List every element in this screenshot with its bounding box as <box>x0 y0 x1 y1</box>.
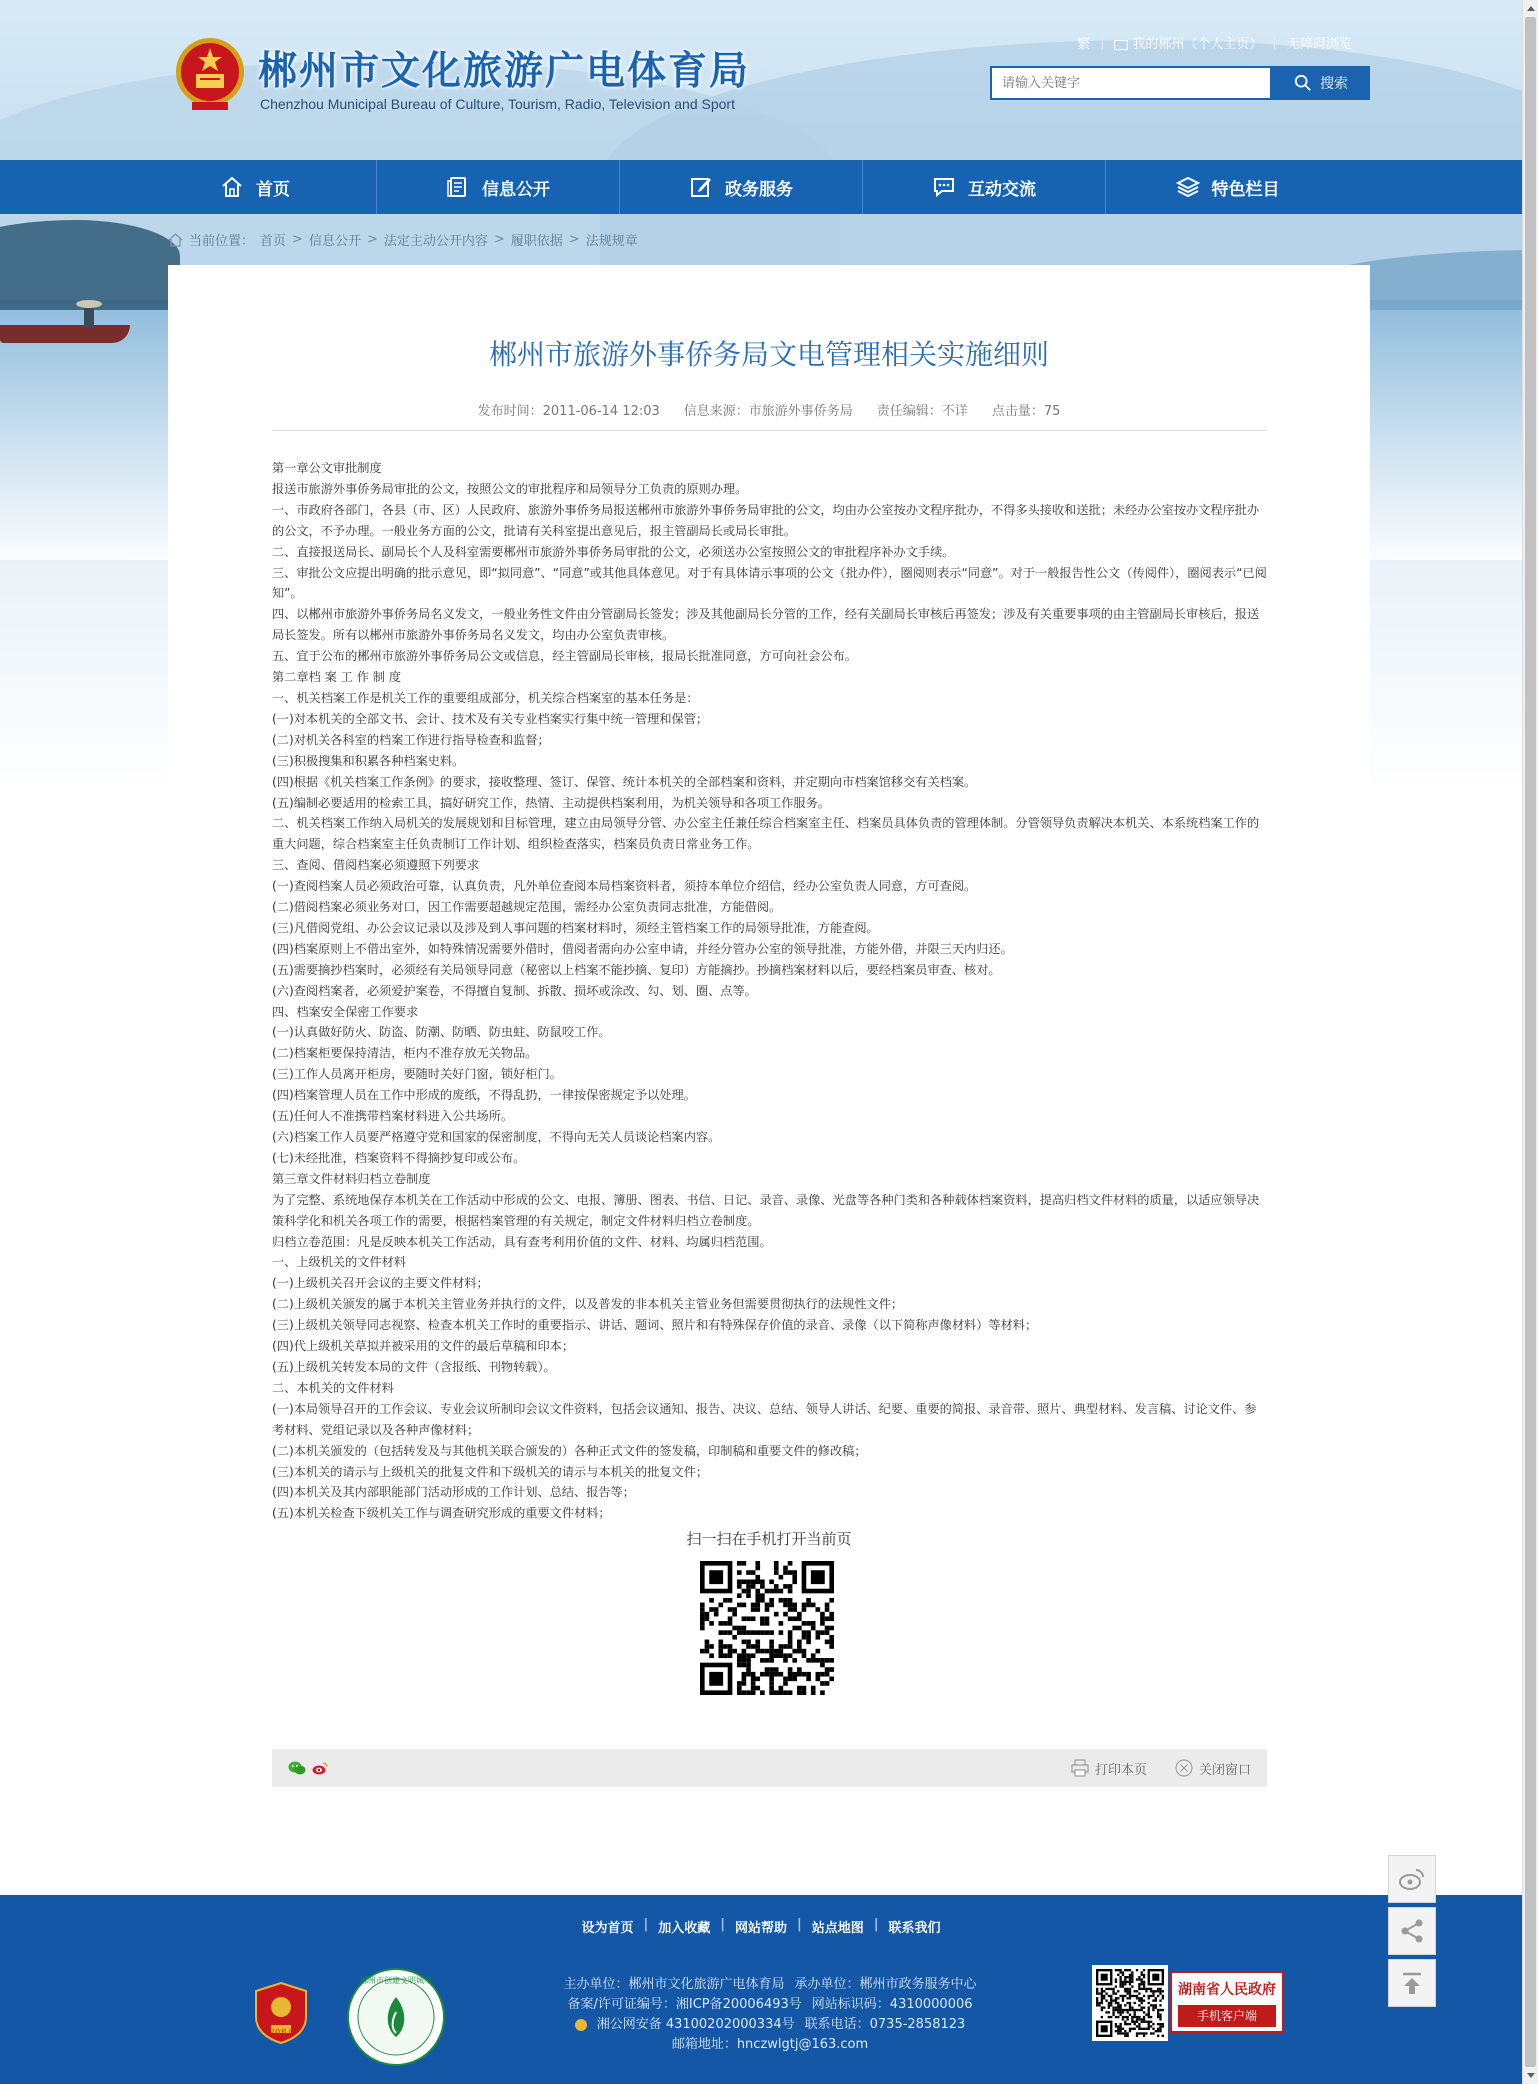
article-paragraph: 归档立卷范围：凡是反映本机关工作活动，具有查考利用价值的文件、材料、均属归档范围。 <box>272 1234 772 1249</box>
article-paragraph: (六)档案工作人员要严格遵守党和国家的保密制度，不得向无关人员谈论档案内容。 <box>272 1130 721 1144</box>
share-bar <box>272 1749 1267 1787</box>
breadcrumb-item[interactable]: 履职依据 <box>510 234 563 249</box>
layers-icon <box>1176 175 1200 199</box>
article-paragraph: (三)积极搜集和积累各种档案史料。 <box>272 753 465 768</box>
top-links: 繁 | 我的郴州（个人主页） | 无障碍浏览 <box>1077 35 1352 52</box>
article-paragraph: (四)本机关及其内部职能部门活动形成的工作计划、总结、报告等； <box>272 1485 635 1500</box>
footer-email: 邮箱地址：hnczwlgtj@163.com <box>671 2037 869 2052</box>
article-paragraph: (二)借阅档案必须业务对口，因工作需要超越规定范围，需经办公室负责同志批准，方能借阅。 <box>272 900 782 915</box>
article-paragraph: (二)对机关各科室的档案工作进行指导检查和监督； <box>272 732 550 747</box>
article-paragraph: (四)档案管理人员在工作中形成的废纸，不得乱扔，一律按保密规定予以处理。 <box>272 1088 696 1103</box>
breadcrumb: 当前位置： 首页 > 信息公开 > 法定主动公开内容 > 履职依据 > 法规规章 <box>168 230 638 249</box>
article-body <box>272 458 1267 1524</box>
footer-site-code: 网站标识码：4310000006 <box>811 1997 973 2012</box>
footer-icp[interactable]: 备案/许可证编号：湘ICP备20006493号 <box>567 1997 802 2012</box>
weibo-icon <box>1398 1865 1426 1893</box>
article-paragraph: (五)任何人不准携带档案材料进入公共场所。 <box>272 1109 514 1124</box>
floating-tools <box>1388 1855 1436 2007</box>
page-qr-code <box>700 1561 834 1695</box>
article-paragraph: (一)上级机关召开会议的主要文件材料； <box>272 1276 489 1291</box>
article-paragraph: (一)查阅档案人员必须政治可靠，认真负责，凡外单位查阅本局档案资料者，须持本单位介绍信，经办公室负责人同意，方可查阅。 <box>272 879 977 894</box>
nav-home[interactable]: 首页 <box>134 160 377 214</box>
scroll-thumb[interactable] <box>1525 17 1536 2067</box>
nav-info-open[interactable]: 信息公开 <box>377 160 620 214</box>
search-input[interactable] <box>992 68 1270 98</box>
footer-link-favorite[interactable]: 加入收藏 <box>658 1921 711 1936</box>
site-header <box>0 0 1522 160</box>
publish-time: 发布时间：2011-06-14 12:03 <box>477 404 660 419</box>
printer-icon <box>1071 1759 1089 1777</box>
search-icon <box>1294 74 1312 92</box>
back-to-top-button[interactable] <box>1388 1959 1436 2007</box>
article-paragraph: (二)本机关颁发的（包括转发及与其他机关联合颁发的）各种正式文件的签发稿，印制稿和重要文件的修改稿； <box>272 1443 867 1458</box>
nav-featured[interactable]: 特色栏目 <box>1106 160 1349 214</box>
footer-undertaker: 承办单位：郴州市政务服务中心 <box>794 1977 977 1992</box>
search-box <box>990 66 1272 100</box>
article-paragraph: 二、本机关的文件材料 <box>272 1380 394 1395</box>
home-icon <box>168 233 183 247</box>
weibo-float-button[interactable] <box>1388 1855 1436 1903</box>
article-paragraph: 第二章档 案 工 作 制 度 <box>272 670 402 685</box>
article-paragraph: (五)上级机关转发本局的文件（含报纸、刊物转载）。 <box>272 1359 556 1374</box>
article-meta <box>168 400 1370 419</box>
footer-police[interactable]: 湘公网安备 43100202000334号 <box>596 2017 795 2032</box>
scroll-up-arrow[interactable] <box>1523 0 1538 17</box>
footer-link-set-home[interactable]: 设为首页 <box>581 1921 634 1936</box>
police-icon <box>575 2019 587 2031</box>
article-paragraph: 为了完整、系统地保存本机关在工作活动中形成的公文、电报、簿册、图表、书信、日记、录音、录像、光盘等各种门类和各种载体档案资料，提高归档文件材料的质量，以适应领导决策科学化和机关各项工作的需要，根据档案管理的有关规定，制定文件材料归档立卷制度。 <box>272 1192 1260 1228</box>
scroll-down-arrow[interactable] <box>1523 2067 1538 2084</box>
document-icon <box>446 175 470 199</box>
article-paragraph: (三)凡借阅党组、办公会议记录以及涉及到人事问题的档案材料时，须经主管档案工作的局领导批准，方能查阅。 <box>272 920 879 935</box>
footer-link-sitemap[interactable]: 站点地图 <box>811 1921 864 1936</box>
national-emblem-icon <box>174 36 246 114</box>
qr-label: 扫一扫在手机打开当前页 <box>686 1530 852 1548</box>
svg-text:郴州市创建文明城市: 郴州市创建文明城市 <box>360 1976 432 1985</box>
article-paragraph: (七)未经批准，档案资料不得摘抄复印或公布。 <box>272 1150 526 1165</box>
monitor-icon <box>1114 40 1128 50</box>
article-paragraph: 四、档案安全保密工作要求 <box>272 1004 419 1019</box>
article-paragraph: 一、市政府各部门，各县（市、区）人民政府、旅游外事侨务局报送郴州市旅游外事侨务局审批的公文，均由办公室按办文程序批办，不得多头接收和送批；未经办公室按办文程序批办的公文，不予办理。一般业务方面的公文，批请有关科室提出意见后，报主管副局长或局长审批。 <box>272 502 1260 538</box>
print-button[interactable]: 打印本页 <box>1071 1759 1147 1778</box>
article-paragraph: (三)上级机关领导同志视察、检查本机关工作时的重要指示、讲话、题词、照片和有特殊保存价值的录音、录像（以下简称声像材料）等材料； <box>272 1318 1038 1333</box>
arrow-up-icon <box>1398 1969 1426 1997</box>
article-paragraph: (四)代上级机关草拟并被采用的文件的最后草稿和印本； <box>272 1339 575 1354</box>
editor: 责任编辑：不详 <box>876 404 968 419</box>
article-paragraph: (二)上级机关颁发的属于本机关主管业务并执行的文件，以及普发的非本机关主管业务但需要贯彻执行的法规性文件； <box>272 1297 904 1312</box>
article-paragraph: (五)需要摘抄档案时，必须经有关局领导同意（秘密以上档案不能抄摘、复印）方能摘抄。抄摘档案材料以后，要经档案员审查、核对。 <box>272 962 1001 977</box>
share-float-button[interactable] <box>1388 1907 1436 1955</box>
wechat-icon[interactable] <box>288 1760 306 1776</box>
breadcrumb-prefix: 当前位置： <box>189 234 255 249</box>
my-chenzhou-link[interactable]: 我的郴州（个人主页） <box>1114 33 1262 52</box>
article-paragraph: 一、机关档案工作是机关工作的重要组成部分，机关综合档案室的基本任务是： <box>272 690 699 705</box>
article-paragraph: 一、上级机关的文件材料 <box>272 1255 407 1270</box>
article-paragraph: (一)认真做好防火、防盗、防潮、防晒、防虫蛀、防鼠咬工作。 <box>272 1025 611 1040</box>
article-paragraph: 报送市旅游外事侨务局审批的公文，按照公文的审批程序和局领导分工负责的原则办理。 <box>272 481 748 496</box>
footer-phone: 联系电话：0735-2858123 <box>804 2017 966 2032</box>
article-paragraph: (六)查阅档案者，必须爱护案卷，不得擅自复制、拆散、损坏或涂改、勾、划、圈、点等。 <box>272 983 757 998</box>
article-paragraph: 四、以郴州市旅游外事侨务局名义发文，一般业务性文件由分管副局长签发；涉及其他副局长分管的工作，经有关副局长审核后再签发；涉及有关重要事项的由主管副局长审核后，报送局长签发。所有以郴州市旅游外事侨务局名义发文，均由办公室负责审核。 <box>272 607 1260 643</box>
article-title: 郴州市旅游外事侨务局文电管理相关实施细则 <box>488 338 1049 371</box>
site-subtitle: Chenzhou Municipal Bureau of Culture, Tourism, Radio, Television and Sport <box>260 96 735 112</box>
breadcrumb-item[interactable]: 首页 <box>260 234 287 249</box>
article-paragraph: (四)档案原则上不借出室外，如特殊情况需要外借时，借阅者需向办公室申请，并经分管办公室的领导批准，方能外借，并限三天内归还。 <box>272 941 1013 956</box>
article-paragraph: (三)工作人员离开柜房，要随时关好门窗，锁好柜门。 <box>272 1067 562 1082</box>
svg-text:党政机关: 党政机关 <box>268 2029 294 2036</box>
weibo-icon[interactable] <box>312 1761 328 1775</box>
footer-link-contact[interactable]: 联系我们 <box>888 1921 941 1936</box>
article-paragraph: (五)本机关检查下级机关工作与调查研究形成的重要文件材料； <box>272 1506 611 1521</box>
article-paragraph: 五、宜于公布的郴州市旅游外事侨务局公文或信息，经主管副局长审核，报局长批准同意，方可向社会公布。 <box>272 649 857 664</box>
article-paragraph: 二、直接报送局长、副局长个人及科室需要郴州市旅游外事侨务局审批的公文，必须送办公室按照公文的审批程序补办文手续。 <box>272 544 955 559</box>
article-paragraph: 第三章文件材料归档立卷制度 <box>272 1171 431 1186</box>
share-icon <box>1398 1917 1426 1945</box>
nav-interaction[interactable]: 互动交流 <box>863 160 1106 214</box>
footer-link-help[interactable]: 网站帮助 <box>734 1921 787 1936</box>
article-paragraph: (五)编制必要适用的检索工具，搞好研究工作，热情、主动提供档案利用，为机关领导和各项工作服务。 <box>272 795 830 810</box>
main-nav <box>0 160 1522 214</box>
article-paragraph: 三、审批公文应提出明确的批示意见，即“拟同意”、“同意”或其他具体意见。对于有具体请示事项的公文（批办件），圈阅则表示“同意”。对于一般报告性公文（传阅件），圈阅表示“已阅知”。 <box>272 565 1267 601</box>
footer-info <box>480 1975 1060 2055</box>
article-paragraph: (二)档案柜要保持清洁，柜内不准存放无关物品。 <box>272 1046 538 1061</box>
search-button[interactable]: 搜索 <box>1272 66 1370 100</box>
footer-links: 设为首页 | 加入收藏 | 网站帮助 | 站点地图 | 联系我们 <box>0 1917 1522 1936</box>
click-count: 点击量：75 <box>991 404 1061 419</box>
close-window-button[interactable]: 关闭窗口 <box>1175 1759 1251 1778</box>
traditional-chinese-link[interactable]: 繁 <box>1077 37 1091 52</box>
edit-icon <box>689 175 713 199</box>
article-paragraph: (三)本机关的请示与上级机关的批复文件和下级机关的请示与本机关的批复文件； <box>272 1464 709 1479</box>
footer-qr-code <box>1092 1965 1168 2041</box>
article-paragraph: 第一章公文审批制度 <box>272 461 382 475</box>
vertical-scrollbar[interactable] <box>1522 0 1538 2084</box>
accessibility-link[interactable]: 无障碍浏览 <box>1286 37 1352 52</box>
chat-icon <box>932 175 956 199</box>
gov-agency-badge[interactable] <box>254 1981 308 2045</box>
site-footer <box>0 1895 1522 2084</box>
article-paragraph: (一)对本机关的全部文书、会计、技术及有关专业档案实行集中统一管理和保管； <box>272 711 709 726</box>
home-icon <box>220 175 244 199</box>
breadcrumb-item[interactable]: 法规规章 <box>585 234 638 249</box>
info-source: 信息来源：市旅游外事侨务局 <box>683 404 853 419</box>
breadcrumb-item[interactable]: 信息公开 <box>308 234 361 249</box>
article-paragraph: 二、机关档案工作纳入局机关的发展规划和目标管理，建立由局领导分管、办公室主任兼任综合档案室主任、档案员具体负责的管理体制。分管领导负责解决本机关、本系统档案工作的重大问题，综合档案室主任负责制订工作计划、组织检查落实，档案员负责日常业务工作。 <box>272 816 1260 852</box>
site-title: 郴州市文化旅游广电体育局 <box>258 49 751 94</box>
nav-gov-service[interactable]: 政务服务 <box>620 160 863 214</box>
article-paragraph: (四)根据《机关档案工作条例》的要求，接收整理、签订、保管、统计本机关的全部档案和资料，并定期向市档案馆移交有关档案。 <box>272 774 977 789</box>
hunan-gov-app-badge[interactable]: 湖南省人民政府 手机客户端 <box>1170 1971 1284 2033</box>
close-icon <box>1175 1759 1193 1777</box>
civilization-city-badge[interactable] <box>346 1967 446 2067</box>
footer-host: 主办单位：郴州市文化旅游广电体育局 <box>563 1977 785 1992</box>
divider <box>272 430 1267 431</box>
breadcrumb-item[interactable]: 法定主动公开内容 <box>383 234 488 249</box>
article-container <box>168 265 1370 1895</box>
article-paragraph: 三、查阅、借阅档案必须遵照下列要求 <box>272 858 480 873</box>
article-paragraph: (一)本局领导召开的工作会议、专业会议所制印会议文件资料，包括会议通知、报告、决议、总结、领导人讲话、纪要、重要的简报、录音带、照片、典型材料、发言稿、讨论文件、参考材料、党组记录以及各种声像材料； <box>272 1401 1257 1437</box>
